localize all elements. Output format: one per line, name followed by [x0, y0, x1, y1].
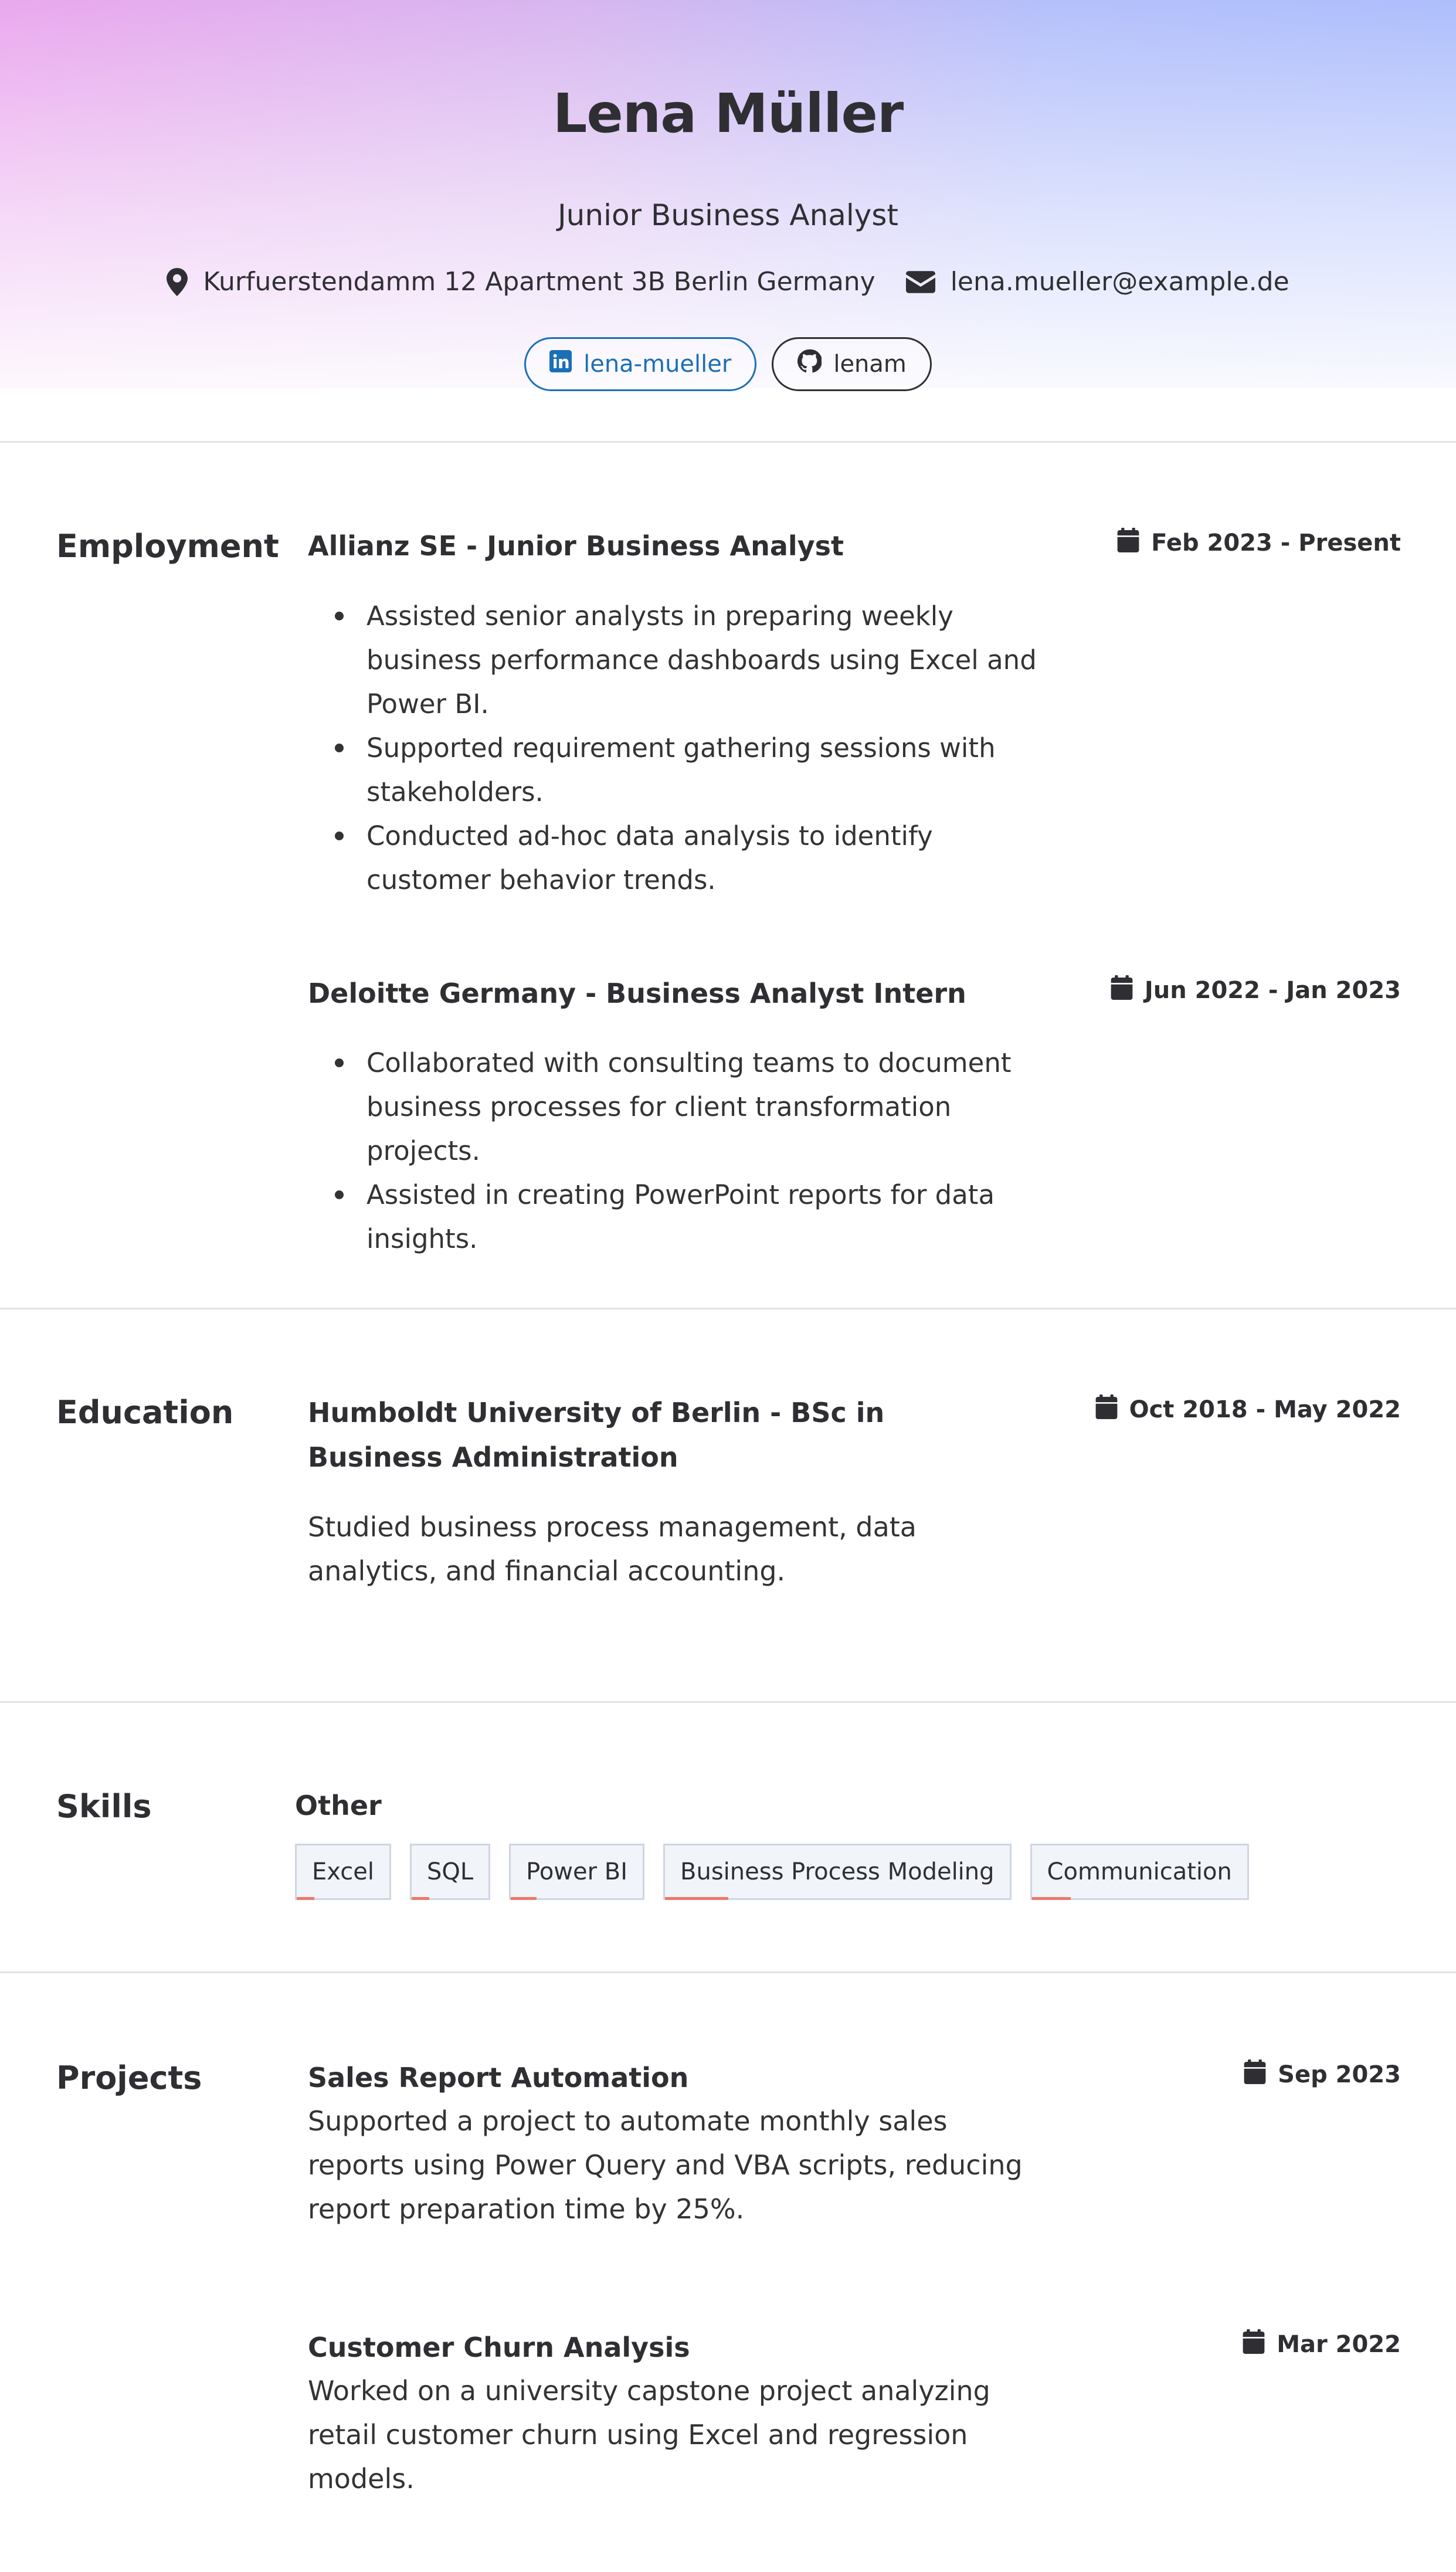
skills-heading: Skills [56, 1788, 152, 1825]
skill-tag-label: Power BI [526, 1858, 628, 1885]
job-title-deloitte: Deloitte Germany - Business Analyst Intern [308, 978, 966, 1009]
skill-level-bar [1032, 1897, 1071, 1900]
list-item: Conducted ad-hoc data analysis to identify customer behavior trends. [366, 814, 1047, 902]
calendar-icon [1244, 2059, 1266, 2090]
skill-tag [509, 1844, 644, 1900]
job-date-allianz [1117, 528, 1401, 558]
calendar-icon [1095, 1394, 1118, 1425]
date-text: Oct 2018 - May 2022 [1129, 1396, 1401, 1423]
list-item: Assisted in creating PowerPoint reports for data insights. [366, 1173, 1047, 1261]
skill-tag [295, 1844, 391, 1900]
github-link[interactable] [772, 337, 932, 391]
linkedin-icon [549, 350, 572, 378]
email-text[interactable]: lena.mueller@example.de [950, 267, 1289, 297]
section-divider [0, 1701, 1456, 1703]
project-description-sales: Supported a project to automate monthly sales reports using Power Query and VBA scripts, reducing report preparation time by 25%. [308, 2105, 1023, 2225]
skill-tag-label: SQL [426, 1858, 474, 1885]
skill-level-bar [297, 1897, 314, 1900]
list-item: Assisted senior analysts in preparing weekly business performance dashboards using Excel and Power BI. [366, 594, 1047, 726]
education-description: Studied business process management, data analytics, and financial accounting. [308, 1511, 917, 1587]
skill-level-bar [511, 1897, 537, 1900]
job-bullets-deloitte [308, 1041, 1047, 1261]
linkedin-link[interactable] [524, 337, 756, 391]
skill-level-bar [412, 1897, 429, 1900]
project-description-churn: Worked on a university capstone project analyzing retail customer churn using Excel and regression models. [308, 2375, 990, 2495]
resume-header [0, 0, 1456, 388]
project-date-churn [1243, 2329, 1401, 2360]
section-divider [0, 441, 1456, 443]
linkedin-handle: lena-mueller [583, 351, 732, 378]
job-title-allianz: Allianz SE - Junior Business Analyst [308, 530, 844, 562]
github-icon [797, 349, 822, 379]
education-heading: Education [56, 1394, 234, 1431]
job-date-deloitte [1111, 975, 1401, 1006]
address-text: Kurfuerstendamm 12 Apartment 3B Berlin Germany [203, 267, 875, 297]
section-divider [0, 1972, 1456, 1973]
person-name: Lena Müller [552, 82, 904, 145]
location-pin-icon [167, 267, 188, 297]
skill-group-heading: Other [295, 1790, 382, 1821]
job-bullets-allianz [308, 594, 1047, 902]
calendar-icon [1111, 975, 1133, 1006]
education-date [1095, 1394, 1401, 1425]
employment-heading: Employment [56, 528, 279, 565]
envelope-icon [906, 271, 935, 293]
date-text: Sep 2023 [1278, 2061, 1401, 2088]
email-item[interactable] [906, 267, 1289, 297]
list-item: Supported requirement gathering sessions with stakeholders. [366, 726, 1047, 814]
github-handle: lenam [833, 351, 907, 378]
list-item: Collaborated with consulting teams to document business processes for client transformation projects. [366, 1041, 1047, 1173]
skill-tag [1030, 1844, 1249, 1900]
skill-tag [410, 1844, 490, 1900]
section-divider [0, 1308, 1456, 1309]
skill-tag-label: Excel [312, 1858, 374, 1885]
skill-tag [663, 1844, 1012, 1900]
date-text: Mar 2022 [1277, 2331, 1401, 2358]
date-text: Jun 2022 - Jan 2023 [1144, 977, 1401, 1004]
profile-links [0, 337, 1456, 391]
project-title-churn: Customer Churn Analysis [308, 2332, 690, 2363]
address-item [167, 267, 875, 297]
skill-tag-label: Communication [1047, 1858, 1232, 1885]
skill-level-bar [665, 1897, 728, 1900]
contact-row [0, 267, 1456, 297]
skill-tag-label: Business Process Modeling [680, 1858, 995, 1885]
job-title: Junior Business Analyst [557, 198, 899, 232]
education-title: Humboldt University of Berlin - BSc in Business Administration [308, 1397, 885, 1473]
calendar-icon [1117, 528, 1139, 558]
skill-tags [295, 1844, 1249, 1900]
project-title-sales: Sales Report Automation [308, 2062, 689, 2093]
project-date-sales [1244, 2059, 1401, 2090]
projects-heading: Projects [56, 2059, 202, 2096]
calendar-icon [1243, 2329, 1265, 2360]
date-text: Feb 2023 - Present [1151, 530, 1401, 557]
